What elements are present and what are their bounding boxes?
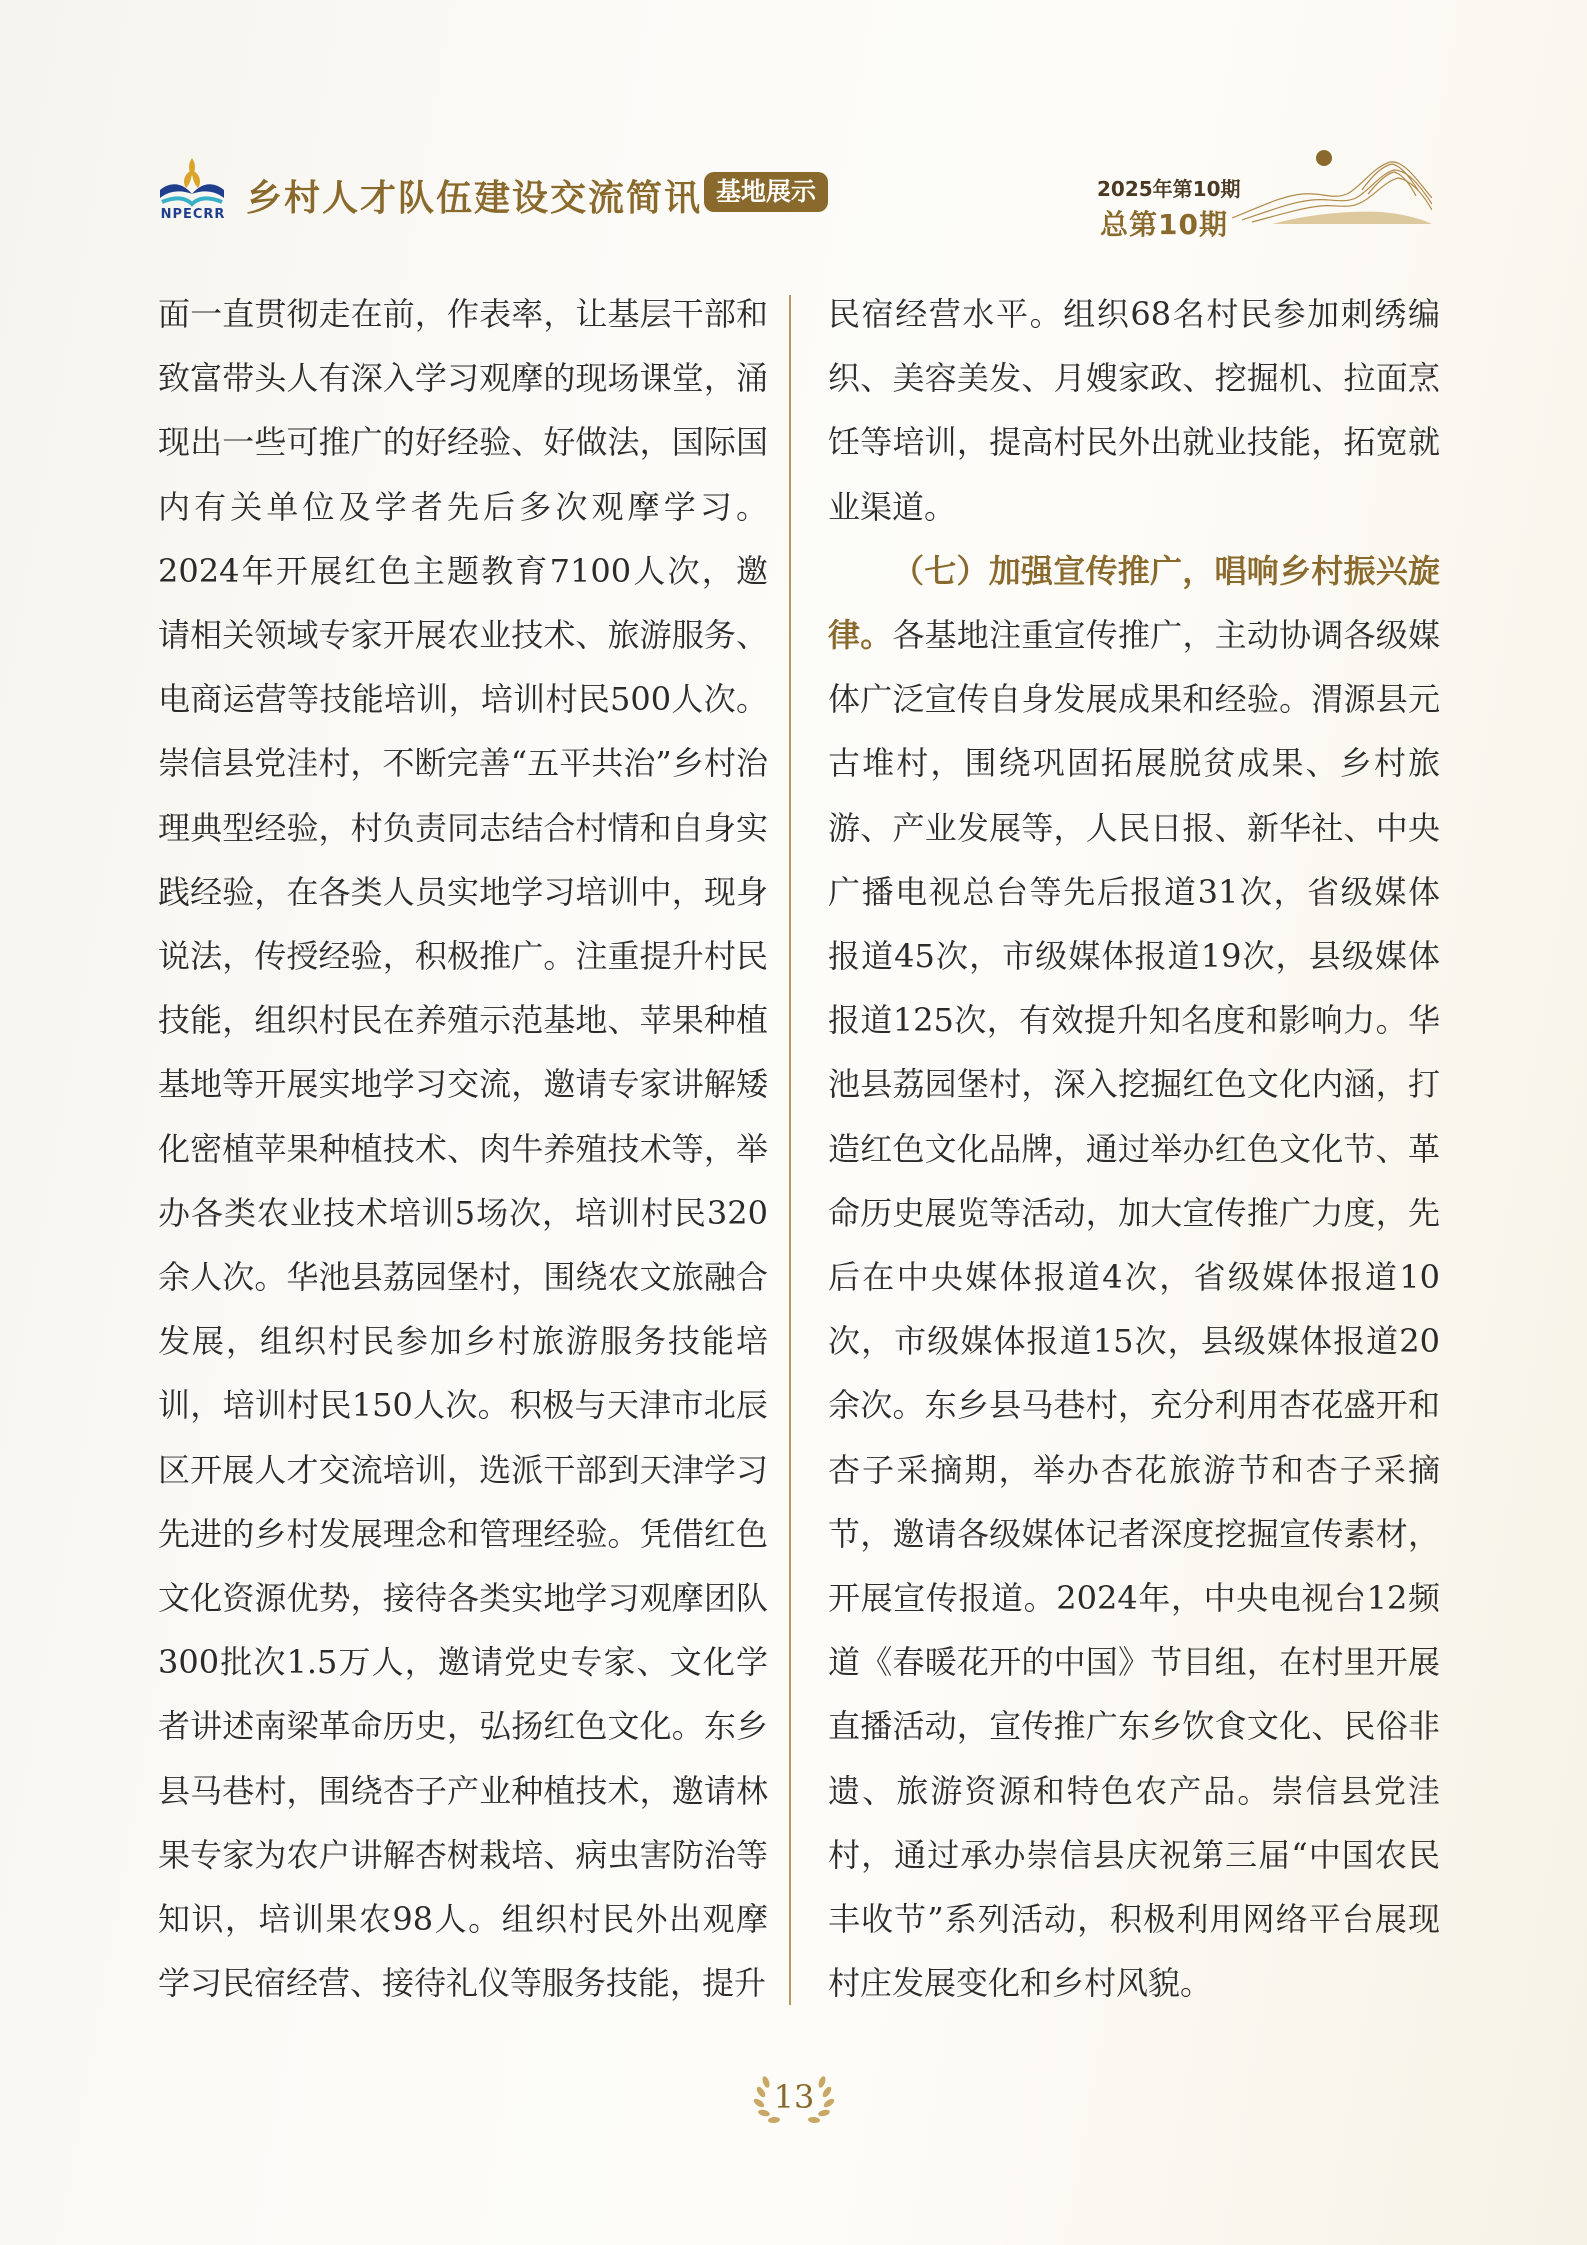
section-body: 各基地注重宣传推广，主动协调各级媒体广泛宣传自身发展成果和经验。渭源县元古堆村，围绕巩固拓展脱贫成果、乡村旅游、产业发展等，人民日报、新华社、中央广播电视总台等先后报道31次，省级媒体报道45次，市级媒体报道19次，县级媒体报道125次，有效提升知名度和影响力。华池县荔园堡村，深入挖掘红色文化内涵，打造红色文化品牌，通过举办红色文化节、革命历史展览等活动，加大宣传推广力度，先后在中央媒体报道4次，省级媒体报道10次，市级媒体报道15次，县级媒体报道20余次。东乡县马巷村，充分利用杏花盛开和杏子采摘期，举办杏花旅游节和杏子采摘节，邀请各级媒体记者深度挖掘宣传素材，开展宣传报道。2024年，中央电视台12频道《春暖花开的中国》节目组，在村里开展直播活动，宣传推广东乡饮食文化、民俗非遗、旅游资源和特色农产品。崇信县党洼村，通过承办崇信县庆祝第三届“中国农民丰收节”系列活动，积极利用网络平台展现村庄发展变化和乡村风貌。 [828,616,1440,2003]
body-paragraph: 民宿经营水平。组织68名村民参加刺绣编织、美容美发、月嫂家政、挖掘机、拉面烹饪等培训，提高村民外出就业技能，拓宽就业渠道。 [828,295,1440,526]
newsletter-title: 乡村人才队伍建设交流简讯 [246,178,703,219]
column-divider [789,295,791,2005]
page-header [0,0,1587,260]
body-paragraph: 面一直贯彻走在前，作表率，让基层干部和致富带头人有深入学习观摩的现场课堂，涌现出一些可推广的好经验、好做法，国际国内有关单位及学者先后多次观摩学习。2024年开展红色主题教育7100人次，邀请相关领域专家开展农业技术、旅游服务、电商运营等技能培训，培训村民500人次。崇信县党洼村，不断完善“五平共治”乡村治理典型经验，村负责同志结合村情和自身实践经验，在各类人员实地学习培训中，现身说法，传授经验，积极推广。注重提升村民技能，组织村民在养殖示范基地、苹果种植基地等开展实地学习交流，邀请专家讲解矮化密植苹果种植技术、肉牛养殖技术等，举办各类农业技术培训5场次，培训村民320余人次。华池县荔园堡村，围绕农文旅融合发展，组织村民参加乡村旅游服务技能培训，培训村民150人次。积极与天津市北辰区开展人才交流培训，选派干部到天津学习先进的乡村发展理念和管理经验。凭借红色文化资源优势，接待各类实地学习观摩团队300批次1.5万人，邀请党史专家、文化学者讲述南梁革命历史，弘扬红色文化。东乡县马巷村，围绕杏子产业种植技术，邀请林果专家为农户讲解杏树栽培、病虫害防治等知识，培训果农98人。组织村民外出观摩学习民宿经营、接待礼仪等服务技能，提升 [158,295,768,2003]
issue-number: 2025年第10期 [1097,177,1241,201]
section-heading: （七）加强宣传推广，唱响乡村振兴旋律。 [828,551,1440,655]
page-number-block [744,2068,844,2128]
logo-text: NPECRR [160,207,226,222]
total-issue-number: 总第10期 [1100,208,1228,241]
right-column [828,282,1440,2015]
section-paragraph [828,539,1440,2016]
page-number: 13 [773,2078,815,2116]
left-column [158,282,768,2015]
section-tag: 基地展示 [704,172,828,212]
mountain-sun-icon [1232,140,1432,225]
